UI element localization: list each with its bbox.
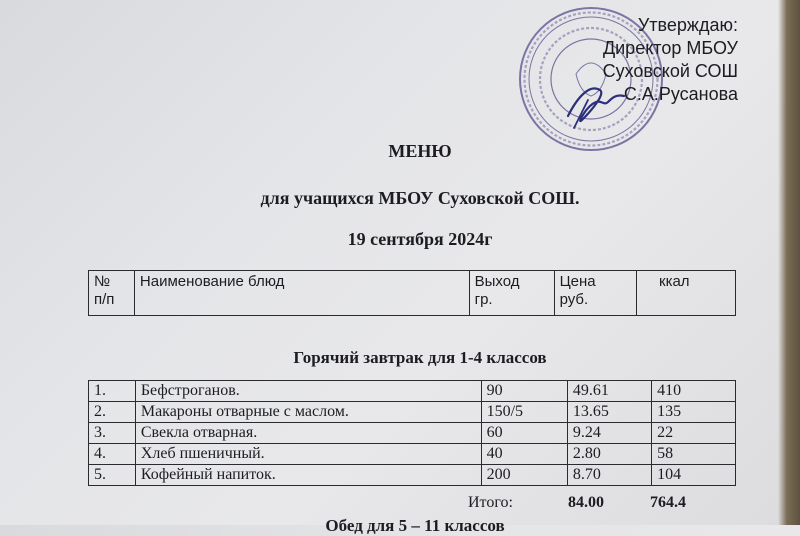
header-yield: Выход гр.: [469, 271, 554, 316]
header-kcal: ккал: [637, 271, 736, 316]
approval-block: [603, 14, 738, 106]
item-name: Кофейный напиток.: [135, 465, 481, 486]
table-row: [89, 381, 736, 402]
item-kcal: 410: [652, 381, 736, 402]
item-price: 49.61: [567, 381, 651, 402]
item-kcal: 135: [652, 402, 736, 423]
approval-school: Суховской СОШ: [602, 61, 738, 81]
item-price: 13.65: [567, 402, 651, 423]
total-row: [468, 494, 686, 512]
item-name: Свекла отварная.: [135, 423, 481, 444]
table-row: [89, 423, 736, 444]
total-label: Итого:: [468, 494, 513, 511]
total-price: 84.00: [568, 494, 604, 511]
item-kcal: 58: [652, 444, 736, 465]
header-row: [89, 271, 736, 316]
item-price: 9.24: [567, 423, 651, 444]
paper-edge: [778, 0, 800, 525]
item-yield: 40: [481, 444, 567, 465]
approval-director-name: С.А.Русанова: [623, 84, 738, 104]
item-kcal: 104: [652, 465, 736, 486]
menu-subtitle: для учащихся МБОУ Суховской СОШ.: [260, 188, 580, 208]
item-num: 5.: [89, 465, 136, 486]
table-row: [89, 465, 736, 486]
item-price: 2.80: [567, 444, 651, 465]
item-kcal: 22: [652, 423, 736, 444]
item-yield: 90: [481, 381, 567, 402]
table-row: [89, 444, 736, 465]
header-price: Цена руб.: [554, 271, 636, 316]
item-name: Бефстроганов.: [135, 381, 481, 402]
section-title-breakfast: Горячий завтрак для 1-4 классов: [293, 348, 547, 367]
table-row: [89, 402, 736, 423]
approval-position: Директор МБОУ: [602, 38, 738, 58]
item-name: Макароны отварные с маслом.: [135, 402, 481, 423]
item-num: 1.: [89, 381, 136, 402]
item-yield: 200: [481, 465, 567, 486]
header-name: Наименование блюд: [134, 271, 469, 316]
menu-items-table: [88, 380, 736, 486]
section-title-lunch: Обед для 5 – 11 классов: [325, 516, 505, 535]
item-yield: 150/5: [481, 402, 567, 423]
item-num: 2.: [89, 402, 136, 423]
item-num: 4.: [89, 444, 136, 465]
approval-line: Утверждаю:: [637, 15, 738, 35]
item-yield: 60: [481, 423, 567, 444]
menu-title: МЕНЮ: [388, 141, 452, 161]
menu-date: 19 сентября 2024г: [347, 229, 493, 249]
total-kcal: 764.4: [650, 494, 686, 511]
header-num: № п/п: [89, 271, 135, 316]
item-price: 8.70: [567, 465, 651, 486]
item-num: 3.: [89, 423, 136, 444]
item-name: Хлеб пшеничный.: [135, 444, 481, 465]
menu-header-table: [88, 270, 736, 316]
